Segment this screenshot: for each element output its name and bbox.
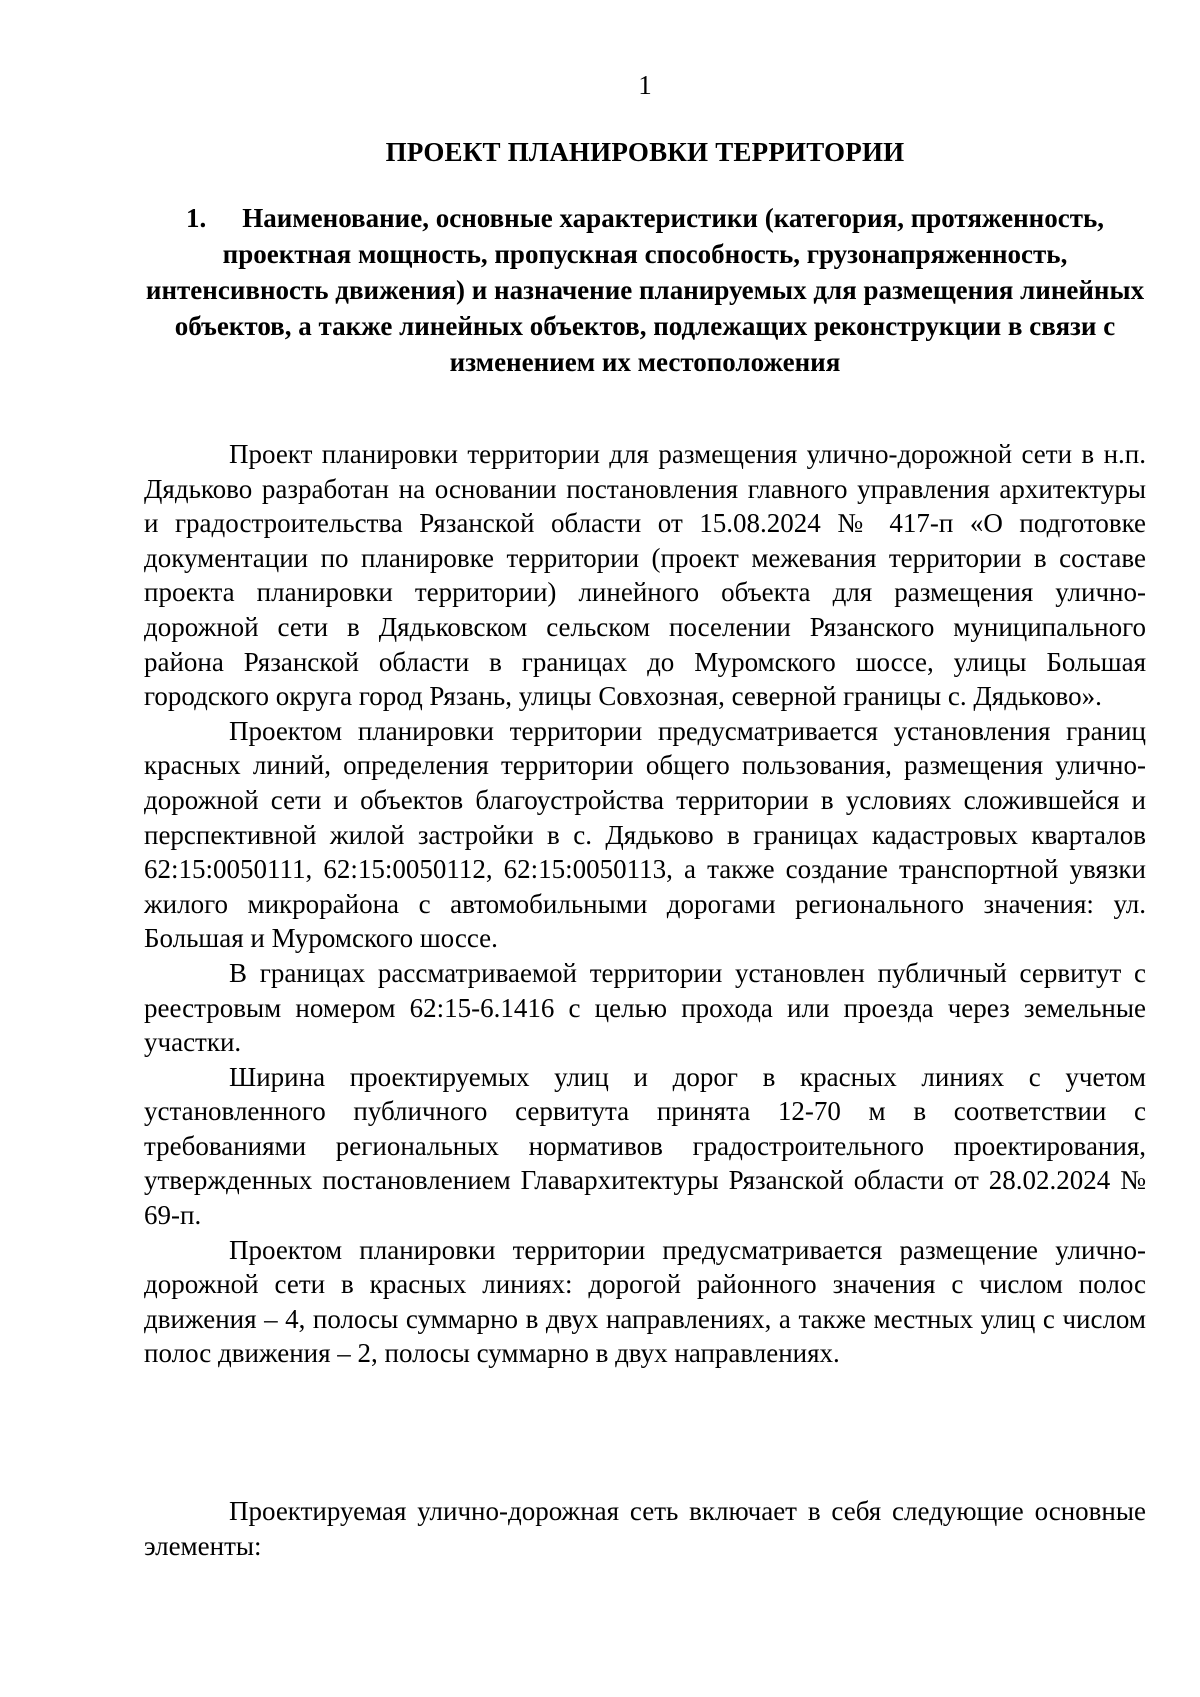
section-heading-text: Наименование, основные характеристики (категория, протяженность, проектная мощность, пропускная способность, грузонапряженность, интенсивность движения) и назначение планируемых для размещения линейных объектов, а также линейных объектов, подлежащих реконструкции в связи с изменением их местоположения (145, 203, 1145, 377)
paragraph: Проект планировки территории для размещения улично-дорожной сети в н.п. Дядьково разработан на основании постановления главного управления архитектуры и градостроительства Рязанской области от 15.08.2024 № 417-п «О подготовке документации по планировке территории (проект межевания территории в составе проекта планировки территории) линейного объекта для размещения улично-дорожной сети в Дядьковском сельском поселении Рязанского муниципального района Рязанской области в границах до Муромского шоссе, улицы Большая городского округа город Рязань, улицы Совхозная, северной границы с. Дядьково». (144, 439, 1146, 712)
body-text-main (144, 437, 1146, 1371)
section-number: 1. (185, 203, 207, 233)
paragraph: Проектом планировки территории предусматривается размещение улично-дорожной сети в красных линиях: дорогой районного значения с числом полос движения – 4, полосы суммарно в двух направлениях, а также местных улиц с числом полос движения – 2, полосы суммарно в двух направлениях. (144, 1234, 1146, 1369)
body-text-list-intro (144, 1494, 1146, 1563)
section-heading (140, 200, 1150, 380)
paragraph: Проектом планировки территории предусматривается установления границ красных линий, определения территории общего пользования, размещения улично-дорожной сети и объектов благоустройства территории в условиях сложившейся и перспективной жилой застройки в с. Дядьково в границах кадастровых кварталов 62:15:0050111, 62:15:0050112, 62:15:0050113, а также создание транспортной увязки жилого микрорайона с автомобильными дорогами регионального значения: ул. Большая и Муромского шоссе. (144, 715, 1146, 954)
paragraph: Ширина проектируемых улиц и дорог в красных линиях с учетом установленного публичного сервитута принята 12-70 м в соответствии с требованиями региональных нормативов градостроительного проектирования, утвержденных постановлением Главархитектуры Рязанской области от 28.02.2024 № 69-п. (144, 1061, 1146, 1231)
document-title: ПРОЕКТ ПЛАНИРОВКИ ТЕРРИТОРИИ (385, 137, 905, 167)
paragraph: В границах рассматриваемой территории установлен публичный сервитут с реестровым номером 62:15-6.1416 с целью прохода или проезда через земельные участки. (144, 957, 1146, 1058)
paragraph: Проектируемая улично-дорожная сеть включает в себя следующие основные элементы: (144, 1496, 1146, 1561)
page-number: 1 (638, 70, 652, 100)
